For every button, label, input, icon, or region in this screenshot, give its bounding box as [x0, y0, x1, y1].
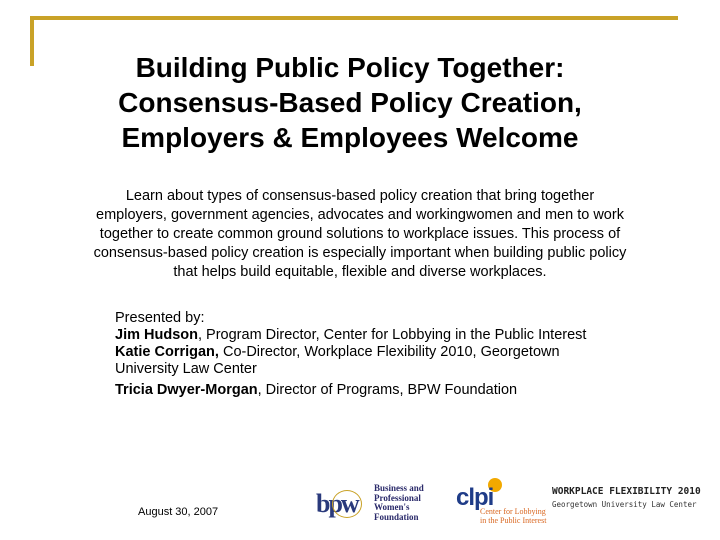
presenter-role: , Director of Programs, BPW Foundation — [257, 382, 518, 398]
clpi-subtitle — [480, 508, 546, 525]
bpw-logo-text — [374, 484, 424, 522]
wf-logo-subtitle: Georgetown University Law Center — [552, 500, 697, 509]
workplace-flexibility-logo — [552, 486, 712, 516]
bpw-logo-line: Business and — [374, 483, 424, 493]
clpi-logo — [456, 478, 556, 524]
intro-line: together to create common ground solutions to workplace issues. This process of — [99, 226, 621, 242]
top-accent-rule — [30, 16, 678, 20]
intro-line: Learn about types of consensus-based policy creation that bring together — [125, 188, 595, 204]
intro-paragraph — [50, 187, 670, 282]
presenters-block — [115, 310, 595, 399]
bpw-logo-mark — [316, 484, 368, 524]
bpw-logo-line: Professional — [374, 492, 421, 503]
clpi-subtitle-line: in the Public Interest — [480, 515, 547, 525]
presenters-heading: Presented by: — [115, 310, 205, 326]
presenter-entry — [115, 382, 595, 399]
bpw-ring-icon — [332, 490, 362, 518]
title-line: Consensus-Based Policy Creation, — [118, 87, 582, 118]
intro-line: employers, government agencies, advocates and workingwomen and men to work — [96, 207, 624, 223]
title-line: Employers & Employees Welcome — [121, 122, 579, 153]
presentation-date: August 30, 2007 — [138, 506, 219, 518]
left-accent-rule — [30, 16, 34, 66]
intro-line: consensus-based policy creation is especially important when building public policy — [93, 245, 627, 261]
presenter-role: Co-Director, Workplace Flexibility 2010, Georgetown University Law Center — [115, 344, 560, 377]
clpi-subtitle-line: Center for Lobbying — [480, 507, 546, 516]
title-line: Building Public Policy Together: — [135, 52, 565, 83]
presenter-entry — [115, 344, 595, 378]
intro-line: that helps build equitable, flexible and diverse workplaces. — [173, 264, 547, 280]
bpw-mark-text: bpw — [316, 489, 358, 518]
presenter-name: Tricia Dwyer-Morgan — [115, 382, 258, 398]
presenter-name: Katie Corrigan, — [115, 344, 219, 360]
bpw-logo-line: Foundation — [374, 511, 419, 522]
clpi-wordmark: clpi — [456, 484, 494, 511]
wf-logo-title: WORKPLACE FLEXIBILITY 2010 — [552, 486, 701, 497]
bpw-logo-line: Women's — [374, 502, 410, 512]
bpw-foundation-logo — [316, 484, 441, 524]
slide-title — [40, 50, 660, 155]
presenter-entry — [115, 327, 595, 344]
presenter-role: , Program Director, Center for Lobbying in the Public Interest — [197, 327, 587, 343]
presenter-name: Jim Hudson — [115, 327, 198, 343]
